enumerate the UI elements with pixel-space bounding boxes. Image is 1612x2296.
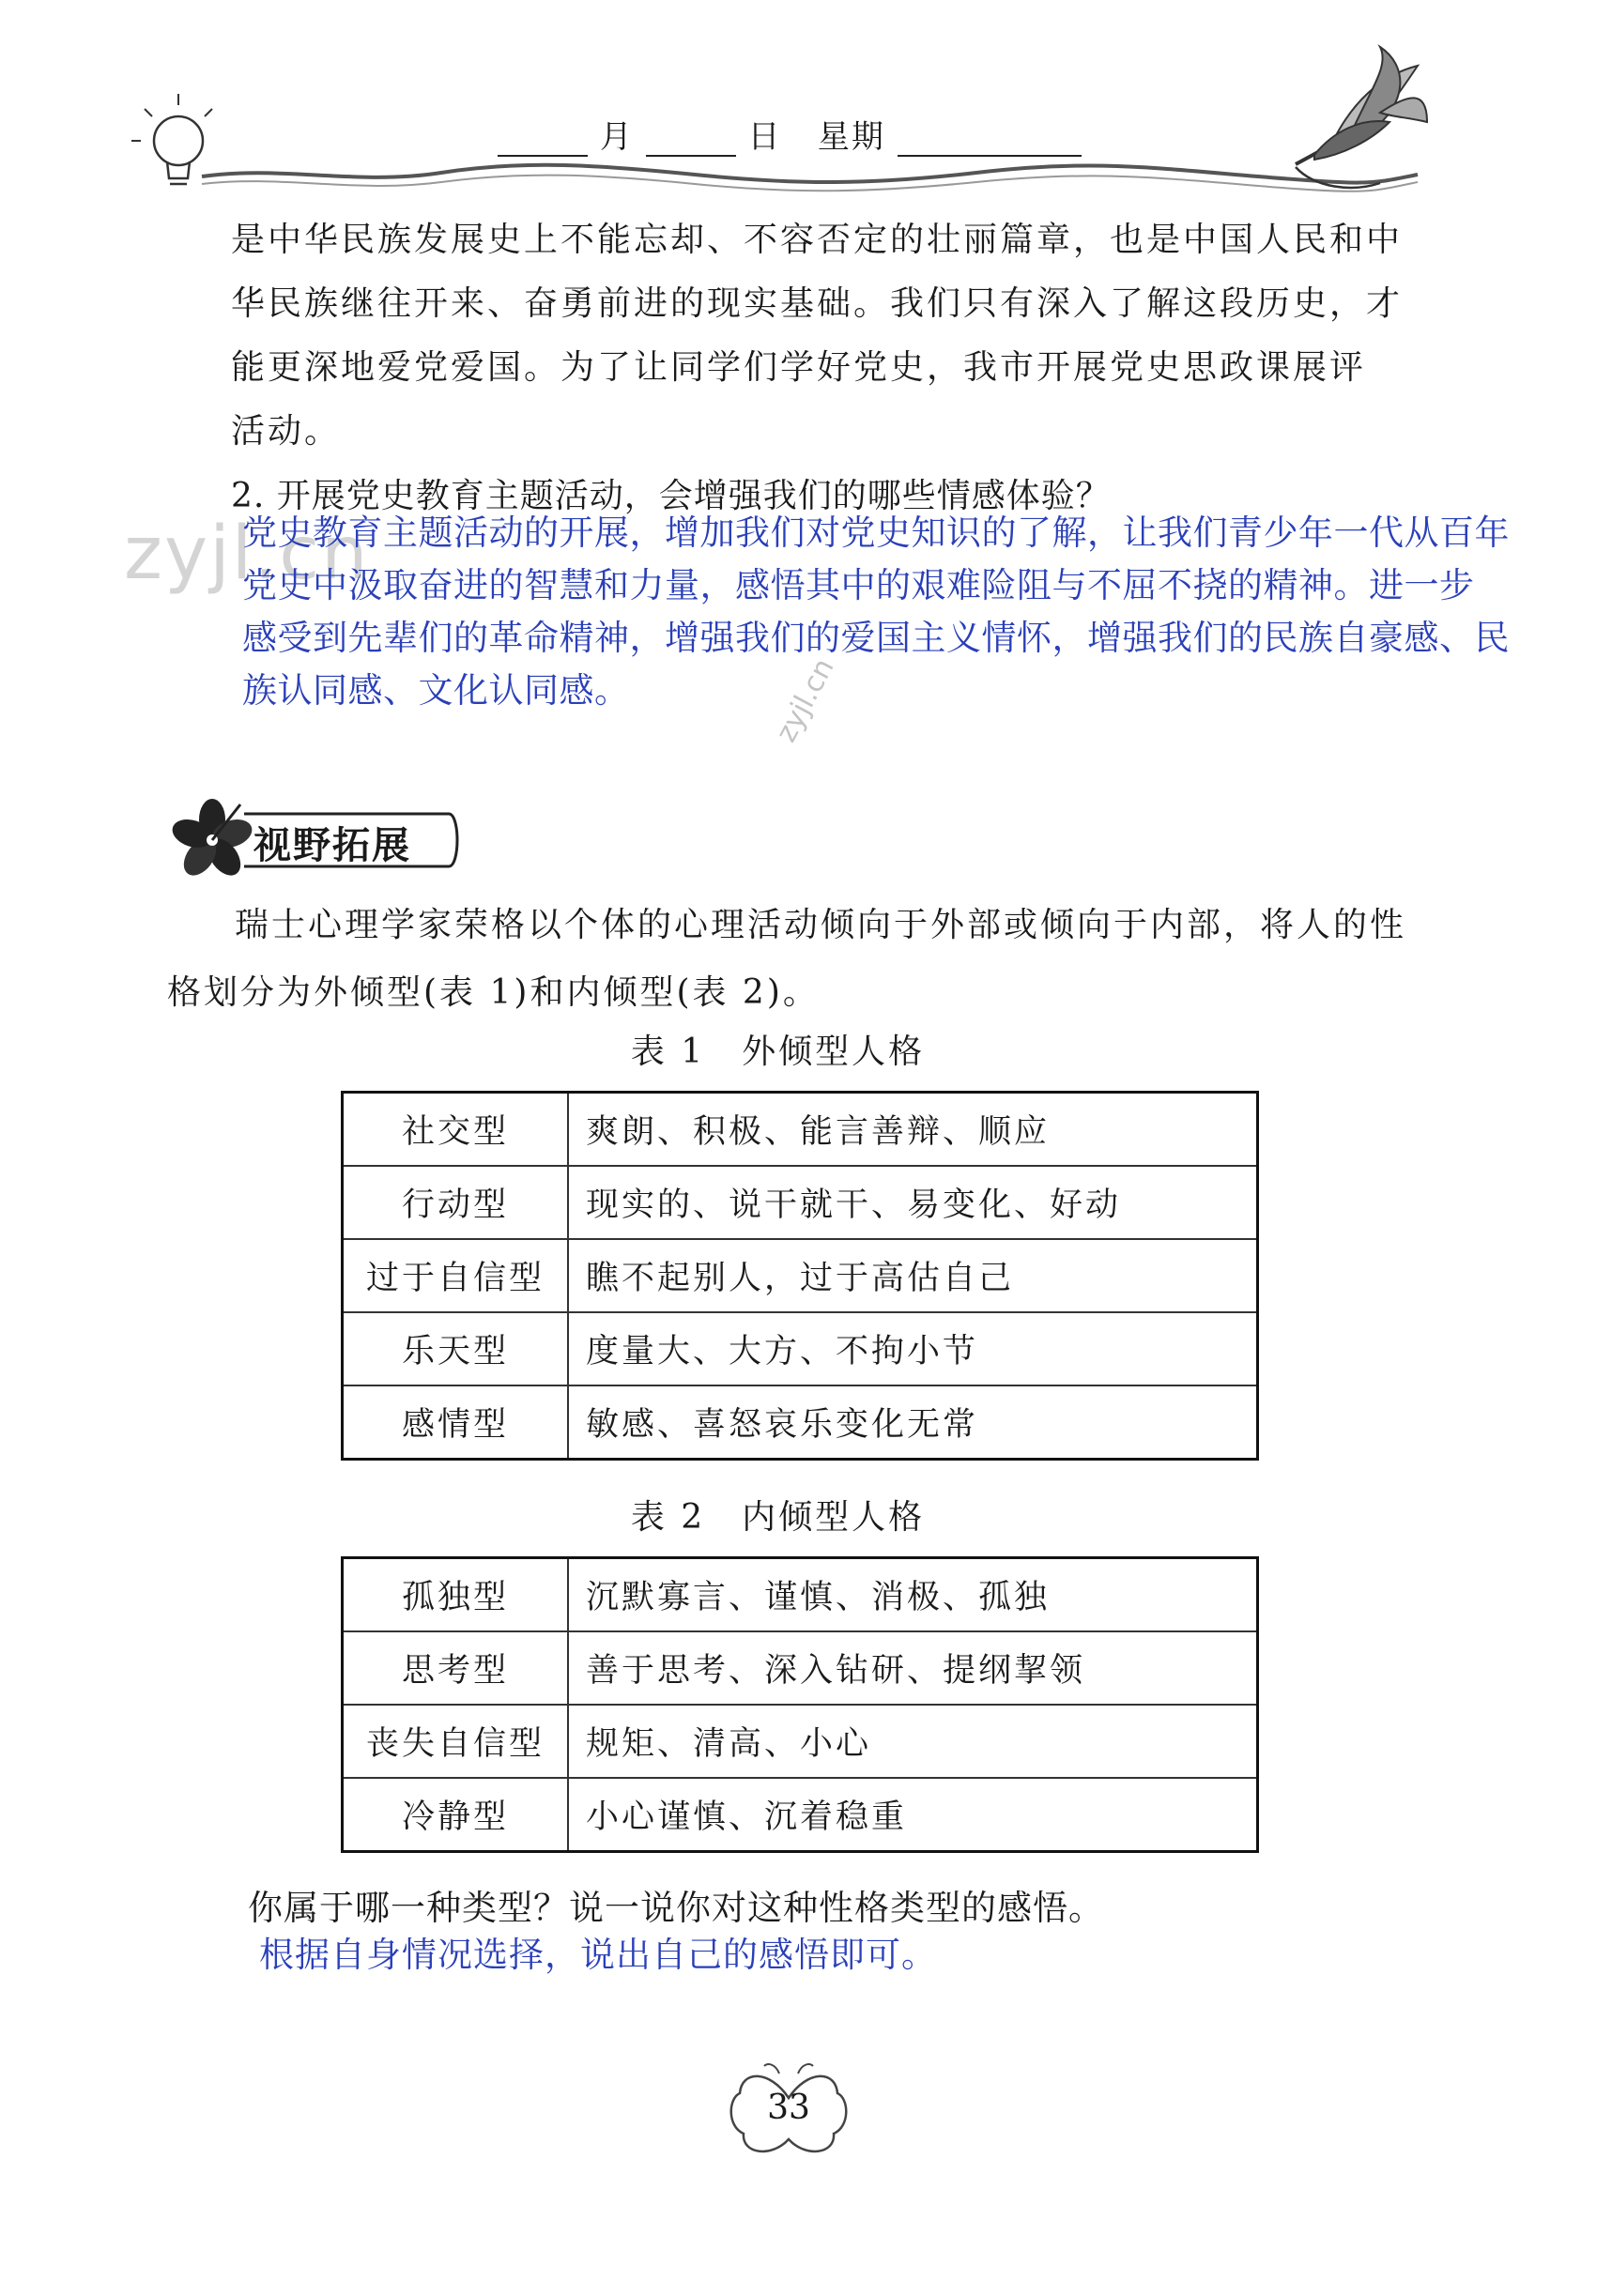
intro-line: 活动。 [231,412,342,451]
flower-icon [1296,47,1427,188]
answer-line: 族认同感、文化认同感。 [242,670,630,711]
table-row [343,1166,1258,1239]
weekday-label: 星期 [817,118,885,156]
intro-paragraph [231,208,1423,464]
question-3-answer: 根据自身情况选择，说出自己的感悟即可。 [259,1935,937,1975]
day-blank[interactable] [646,127,736,157]
page-number: 33 [767,2089,810,2127]
intro-line: 是中华民族发展史上不能忘却、不容否定的壮丽篇章，也是中国人民和中 [231,221,1404,259]
traits-cell: 现实的、说干就干、易变化、好动 [568,1166,1258,1239]
answer-line: 党史中汲取奋进的智慧和力量，感悟其中的艰难险阻与不屈不挠的精神。进一步 [242,565,1475,605]
page-number-badge [723,2060,854,2164]
month-label: 月 [599,118,634,156]
traits-cell: 敏感、喜怒哀乐变化无常 [568,1385,1258,1460]
type-cell: 思考型 [343,1631,569,1705]
type-cell: 冷静型 [343,1778,569,1852]
type-cell: 丧失自信型 [343,1705,569,1778]
traits-cell: 瞧不起别人，过于高估自己 [568,1239,1258,1312]
table-row [343,1558,1258,1632]
traits-cell: 沉默寡言、谨慎、消极、孤独 [568,1558,1258,1632]
section-title: 视野拓展 [253,823,411,867]
intro-line: 能更深地爱党爱国。为了让同学们学好党史，我市开展党史思政课展评 [231,348,1367,387]
traits-cell: 规矩、清高、小心 [568,1705,1258,1778]
section-heading [167,793,468,882]
traits-cell: 度量大、大方、不拘小节 [568,1312,1258,1385]
table-extraverted [341,1091,1259,1461]
intro-line: 华民族继往开来、奋勇前进的现实基础。我们只有深入了解这段历史，才 [231,284,1404,323]
question-2-answer [242,507,1594,717]
weekday-blank[interactable] [898,127,1082,157]
type-cell: 社交型 [343,1093,569,1167]
type-cell: 感情型 [343,1385,569,1460]
type-cell: 孤独型 [343,1558,569,1632]
traits-cell: 小心谨慎、沉着稳重 [568,1778,1258,1852]
table-1-caption: 表 1 外倾型人格 [630,1033,926,1071]
table-row [343,1093,1258,1167]
answer-line: 感受到先辈们的革命精神，增强我们的爱国主义情怀，增强我们的民族自豪感、民 [242,618,1510,658]
traits-cell: 善于思考、深入钻研、提纲挈领 [568,1631,1258,1705]
table-row [343,1705,1258,1778]
lightbulb-icon [131,94,212,184]
date-line [498,111,1082,157]
table-row [343,1312,1258,1385]
table-row [343,1239,1258,1312]
day-label: 日 [747,118,782,156]
page-header [0,0,1612,225]
table-introverted [341,1556,1259,1853]
table-row [343,1778,1258,1852]
watermark-small: zyjl.cn [770,652,841,748]
month-blank[interactable] [498,127,588,157]
section-intro: 瑞士心理学家荣格以个体的心理活动倾向于外部或倾向于内部，将人的性格划分为外倾型(表 1)和内倾型(表 2)。 [167,906,1407,1012]
type-cell: 乐天型 [343,1312,569,1385]
question-2: 2. 开展党史教育主题活动，会增强我们的哪些情感体验？ [231,477,1111,515]
table-2-caption: 表 2 内倾型人格 [630,1498,926,1537]
type-cell: 过于自信型 [343,1239,569,1312]
type-cell: 行动型 [343,1166,569,1239]
question-3: 你属于哪一种类型？说一说你对这种性格类型的感悟。 [248,1888,1104,1928]
answer-line: 党史教育主题活动的开展，增加我们对党史知识的了解，让我们青少年一代从百年 [242,513,1510,553]
table-row [343,1631,1258,1705]
traits-cell: 爽朗、积极、能言善辩、顺应 [568,1093,1258,1167]
table-row [343,1385,1258,1460]
watermark: zyjl.cn [124,512,370,596]
